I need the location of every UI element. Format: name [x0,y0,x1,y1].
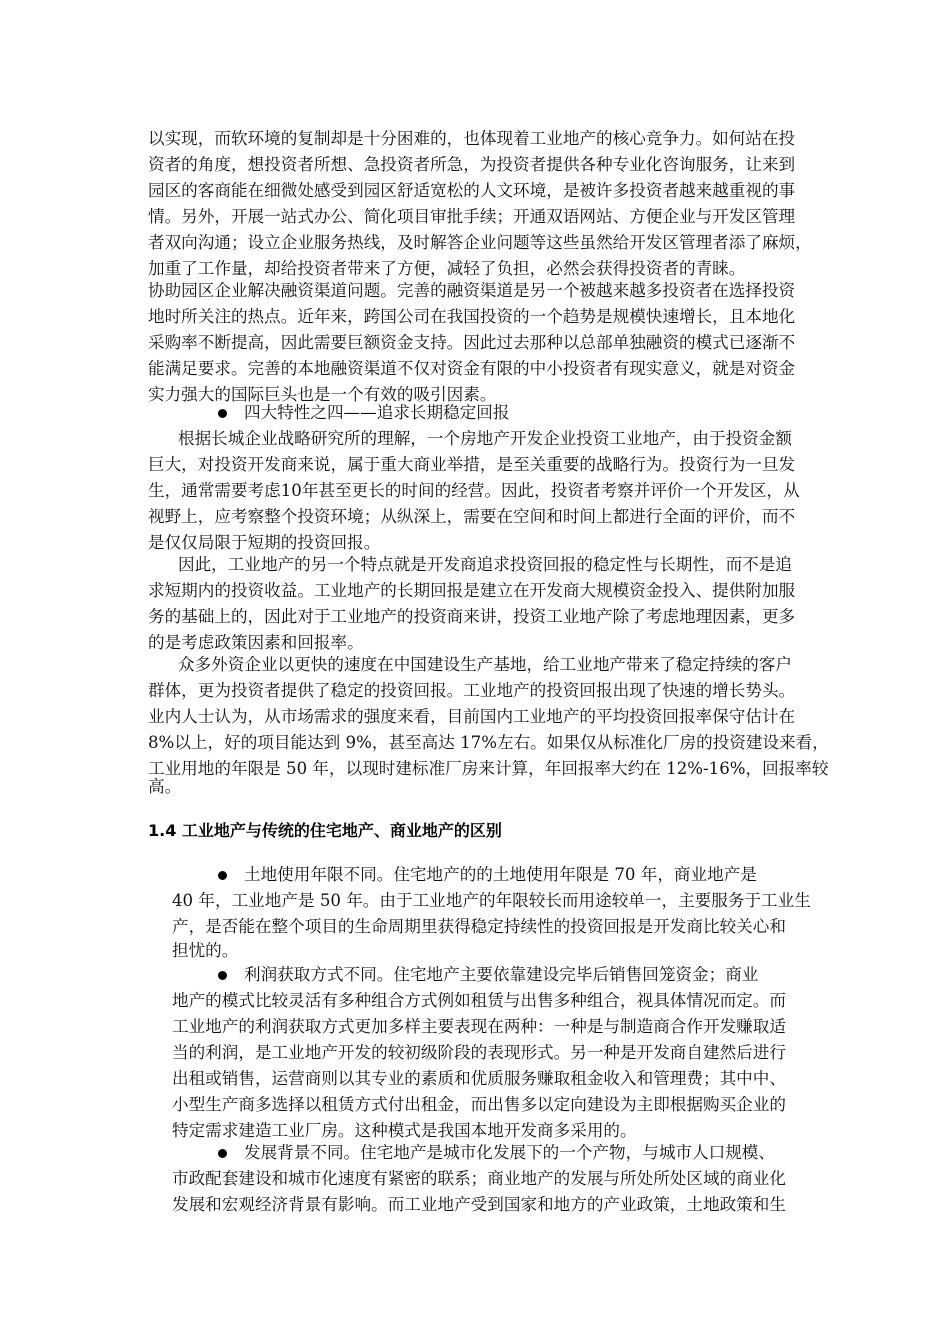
text-line: 工业地产的利润获取方式更加多样主要表现在两种：一种是与制造商合作开发赚取适 [172,1017,786,1036]
text-line: 务的基础上的，因此对于工业地产的投资商来讲，投资工业地产除了考虑地理因素，更多 [148,607,796,626]
text-line: 资者的角度，想投资者所想、急投资者所急，为投资者提供各种专业化咨询服务，让来到 [148,155,796,174]
text-line: 地产的模式比较灵活有多种组合方式例如租赁与出售多种组合，视具体情况而定。而 [172,991,786,1010]
bullet-icon [218,409,227,418]
text-line: 特定需求建造工业厂房。这种模式是我国本地开发商多采用的。 [172,1121,637,1140]
bullet-icon [218,971,227,980]
text-line: 采购率不断提高，因此需要巨额资金支持。因此过去那种以总部单独融资的模式已逐渐不 [148,333,796,352]
text-line: 当的利润，是工业地产开发的较初级阶段的表现形式。另一种是开发商自建然后进行 [172,1043,786,1062]
text-line: 实力强大的国际巨头也是一个有效的吸引因素。 [148,385,497,404]
text-line: 高。 [148,777,182,796]
text-line: 能满足要求。完善的本地融资渠道不仅对资金有限的中小投资者有现实意义，就是对资金 [148,359,796,378]
text-line: 视野上，应考察整个投资环境；从纵深上，需要在空间和时间上都进行全面的评价，而不 [148,507,796,526]
text-line: 园区的客商能在细微处感受到园区舒适宽松的人文环境，是被许多投资者越来越重视的事 [148,181,796,200]
text-line: 地时所关注的热点。近年来，跨国公司在我国投资的一个趋势是规模快速增长，且本地化 [148,307,796,326]
text-line: 小型生产商多选择以租赁方式付出租金，而出售多以定向建设为主即根据购买企业的 [172,1095,786,1114]
text-line: 情。另外，开展一站式办公、简化项目审批手续；开通双语网站、方便企业与开发区管理 [148,207,796,226]
text-line: 产，是否能在整个项目的生命周期里获得稳定持续性的投资回报是开发商比较关心和 [172,917,786,936]
bullet-icon [218,871,227,880]
text-line: 工业用地的年限是 50 年，以现时建标准厂房来计算，年回报率大约在 12%-16%，回报率较 [148,759,829,778]
text-line: 发展和宏观经济背景有影响。而工业地产受到国家和地方的产业政策，土地政策和生 [172,1195,786,1214]
text-line: 以实现，而软环境的复制却是十分困难的，也体现着工业地产的核心竞争力。如何站在投 [148,129,796,148]
bullet-text: 四大特性之四——追求长期稳定回报 [244,403,510,422]
text-line: 加重了工作量，却给投资者带来了方便，减轻了负担，必然会获得投资者的青睐。 [148,259,746,278]
section-heading: 1.4 工业地产与传统的住宅地产、商业地产的区别 [148,821,502,840]
bullet-text: 土地使用年限不同。住宅地产的的土地使用年限是 70 年，商业地产是 [244,865,757,884]
text-line: 者双向沟通；设立企业服务热线，及时解答企业问题等这些虽然给开发区管理者添了麻烦， [148,233,812,252]
text-line: 出租或销售，运营商则以其专业的素质和优质服务赚取租金收入和管理费；其中中、 [172,1069,786,1088]
text-line: 根据长城企业战略研究所的理解，一个房地产开发企业投资工业地产，由于投资金额 [178,429,792,448]
text-line: 群体，更为投资者提供了稳定的投资回报。工业地产的投资回报出现了快速的增长势头。 [148,681,796,700]
text-line: 8%以上，好的项目能达到 9%，甚至高达 17%左右。如果仅从标准化厂房的投资建设来看， [148,733,829,752]
text-line: 担忧的。 [172,941,239,960]
text-line: 是仅仅局限于短期的投资回报。 [148,533,381,552]
text-line: 众多外资企业以更快的速度在中国建设生产基地，给工业地产带来了稳定持续的客户 [178,655,792,674]
bullet-icon [218,1149,227,1158]
text-line: 协助园区企业解决融资渠道问题。完善的融资渠道是另一个被越来越多投资者在选择投资 [148,281,796,300]
text-line: 求短期内的投资收益。工业地产的长期回报是建立在开发商大规模资金投入、提供附加服 [148,581,796,600]
text-line: 的是考虑政策因素和回报率。 [148,633,364,652]
text-line: 生，通常需要考虑10年甚至更长的时间的经营。因此，投资者考察并评价一个开发区，从 [148,481,800,500]
bullet-text: 发展背景不同。住宅地产是城市化发展下的一个产物，与城市人口规模、 [244,1143,775,1162]
text-line: 因此，工业地产的另一个特点就是开发商追求投资回报的稳定性与长期性，而不是追 [178,555,792,574]
text-line: 业内人士认为，从市场需求的强度来看，目前国内工业地产的平均投资回报率保守估计在 [148,707,796,726]
text-line: 40 年，工业地产是 50 年。由于工业地产的年限较长而用途较单一，主要服务于工业生 [172,891,811,910]
text-line: 市政配套建设和城市化速度有紧密的联系；商业地产的发展与所处所处区域的商业化 [172,1169,786,1188]
bullet-text: 利润获取方式不同。住宅地产主要依靠建设完毕后销售回笼资金；商业 [244,965,759,984]
text-line: 巨大，对投资开发商来说，属于重大商业举措，是至关重要的战略行为。投资行为一旦发 [148,455,796,474]
